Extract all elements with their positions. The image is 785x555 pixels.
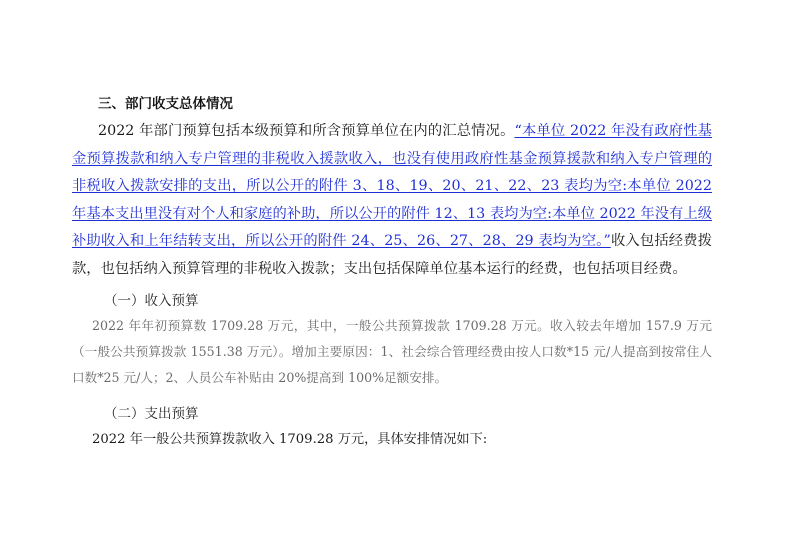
income-budget-text: 2022 年年初预算数 1709.28 万元，其中，一般公共预算拨款 1709.28 万元。收入较去年增加 157.9 万元（一般公共预算拨款 1551.38 万元）。增加主要原因：1、社会综合管理经费由按人口数*15 元/人提高到按常住人口数*25 元/人；2、人员公车补贴由 20%提高到 100%足额安排。 (72, 318, 712, 385)
intro-lead: 2022 年部门预算包括本级预算和所含预算单位在内的汇总情况。 (98, 123, 515, 139)
intro-paragraph (72, 118, 712, 284)
expense-budget-title: （二）支出预算 (104, 406, 199, 422)
income-budget-paragraph (72, 313, 712, 391)
income-budget-title: （一）收入预算 (104, 293, 199, 309)
section-heading: 三、部门收支总体情况 (98, 96, 233, 112)
empty-tables-note-link[interactable]: “本单位 2022 年没有政府性基金预算拨款和纳入专户管理的非税收入援款收入，也没有使用政府性基金预算援款和纳入专户管理的非税收入拨款安排的支出，所以公开的附件 3、18、19、20、21、22、23 表均为空:本单位 2022 年基本支出里没有对个人和家庭的补助，所以公开的附件 12、13 表均为空:本单位 2022 年没有上级补助收入和上年结转支出，所以公开的附件 24、25、26、27、28、29 表均为空。” (72, 123, 712, 250)
expense-budget-text: 2022 年一般公共预算拨款收入 1709.28 万元，具体安排情况如下: (92, 432, 488, 447)
intro-tail: 收入包括经费拨款，也包括纳入预算管理的非税收入拨款；支出包括保障单位基本运行的经费，也包括项目经费。 (72, 233, 712, 277)
